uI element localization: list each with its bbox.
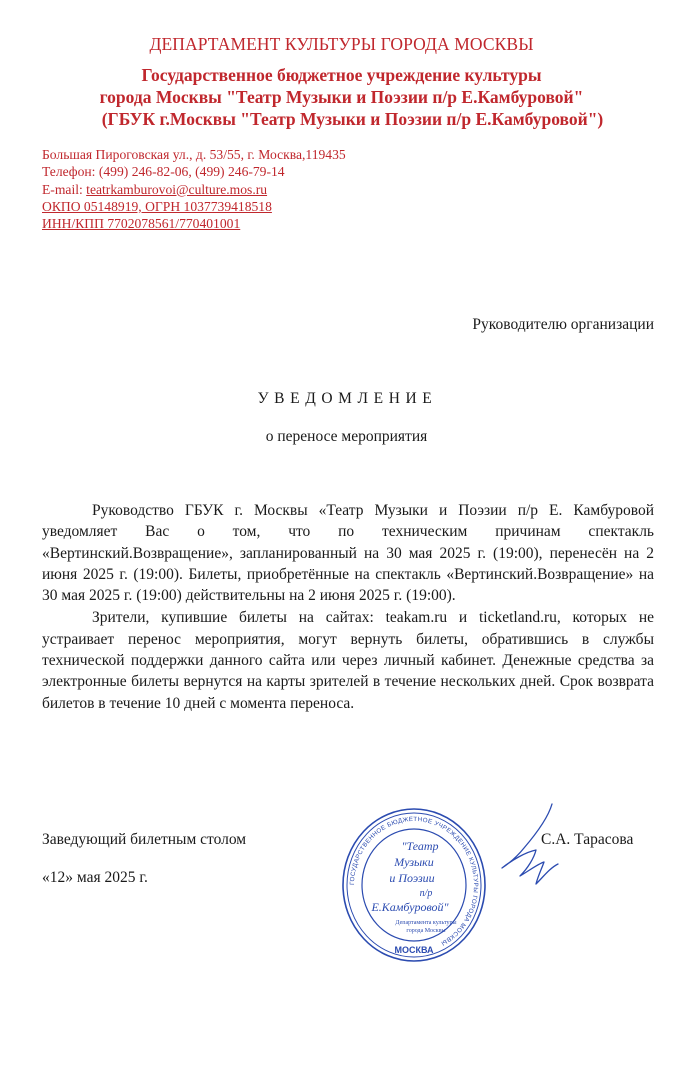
department-heading: ДЕПАРТАМЕНТ КУЛЬТУРЫ ГОРОДА МОСКВЫ	[149, 34, 534, 54]
stamp-line-3: и Поэзии	[389, 871, 435, 885]
handwritten-signature-icon	[478, 798, 578, 898]
stamp-line-6: Департамента культуры	[395, 920, 457, 926]
notice-body	[42, 500, 654, 715]
official-stamp-icon	[340, 806, 488, 964]
stamp-line-5: Е.Камбуровой"	[371, 900, 449, 914]
email-line	[42, 181, 346, 198]
document-date: «12» мая 2025 г.	[42, 869, 148, 886]
inn-kpp-line: ИНН/КПП 7702078561/770401001	[42, 216, 241, 232]
stamp-line-1: "Театр	[401, 839, 439, 853]
institution-heading	[0, 64, 683, 130]
body-paragraph-2: Зрители, купившие билеты на сайтах: teakam.ru и ticketland.ru, которых не устраивает перенос мероприятия, могут вернуть билеты, обратившись в службы технической поддержки данного сайта или через личный кабинет. Денежные средства за электронные билеты вернутся на карты зрителей в течение нескольких дней. Срок возврата билетов в течение 10 дней с момента переноса.	[42, 609, 654, 712]
phone-line: Телефон: (499) 246-82-06, (499) 246-79-14	[42, 164, 285, 180]
document-subtitle: о переносе мероприятия	[265, 428, 428, 445]
stamp-line-7: города Москвы	[406, 928, 446, 934]
signer-role: Заведующий билетным столом	[42, 831, 247, 848]
institution-line-3: (ГБУК г.Москвы "Театр Музыки и Поэзии п/р Е.Камбуровой")	[101, 109, 604, 129]
institution-line-2: города Москвы "Театр Музыки и Поэзии п/р Е.Камбуровой"	[99, 87, 584, 107]
stamp-bottom-text: МОСКВА	[394, 945, 434, 955]
okpo-ogrn-line: ОКПО 05148919, ОГРН 1037739418518	[42, 198, 272, 214]
stamp-line-2: Музыки	[394, 855, 434, 869]
signer-name: С.А. Тарасова	[541, 831, 634, 848]
email-link[interactable]: teatrkamburovoi@culture.mos.ru	[86, 181, 268, 197]
address-line: Большая Пироговская ул., д. 53/55, г. Москва,119435	[42, 147, 346, 162]
addressee: Руководителю организации	[472, 316, 654, 333]
institution-line-1: Государственное бюджетное учреждение культуры	[141, 65, 542, 85]
contact-block	[42, 146, 346, 232]
stamp-ring-text: ГОСУДАРСТВЕННОЕ БЮДЖЕТНОЕ УЧРЕЖДЕНИЕ КУЛЬТУРЫ ГОРОДА МОСКВЫ	[348, 815, 480, 947]
document-title: УВЕДОМЛЕНИЕ	[257, 390, 438, 407]
stamp-line-4: п/р	[419, 888, 433, 899]
body-paragraph-1: Руководство ГБУК г. Москвы «Театр Музыки и Поэзии п/р Е. Камбуровой уведомляет Вас о том, что по техническим причинам спектакль «Вертинский.Возвращение», запланированный на 30 мая 2025 г. (19:00), перенесён на 2 июня 2025 г. (19:00). Билеты, приобретённые на спектакль «Вертинский.Возвращение» на 30 мая 2025 г. (19:00) действительны на 2 июня 2025 г. (19:00).	[42, 502, 654, 605]
email-label: E-mail:	[42, 181, 87, 197]
